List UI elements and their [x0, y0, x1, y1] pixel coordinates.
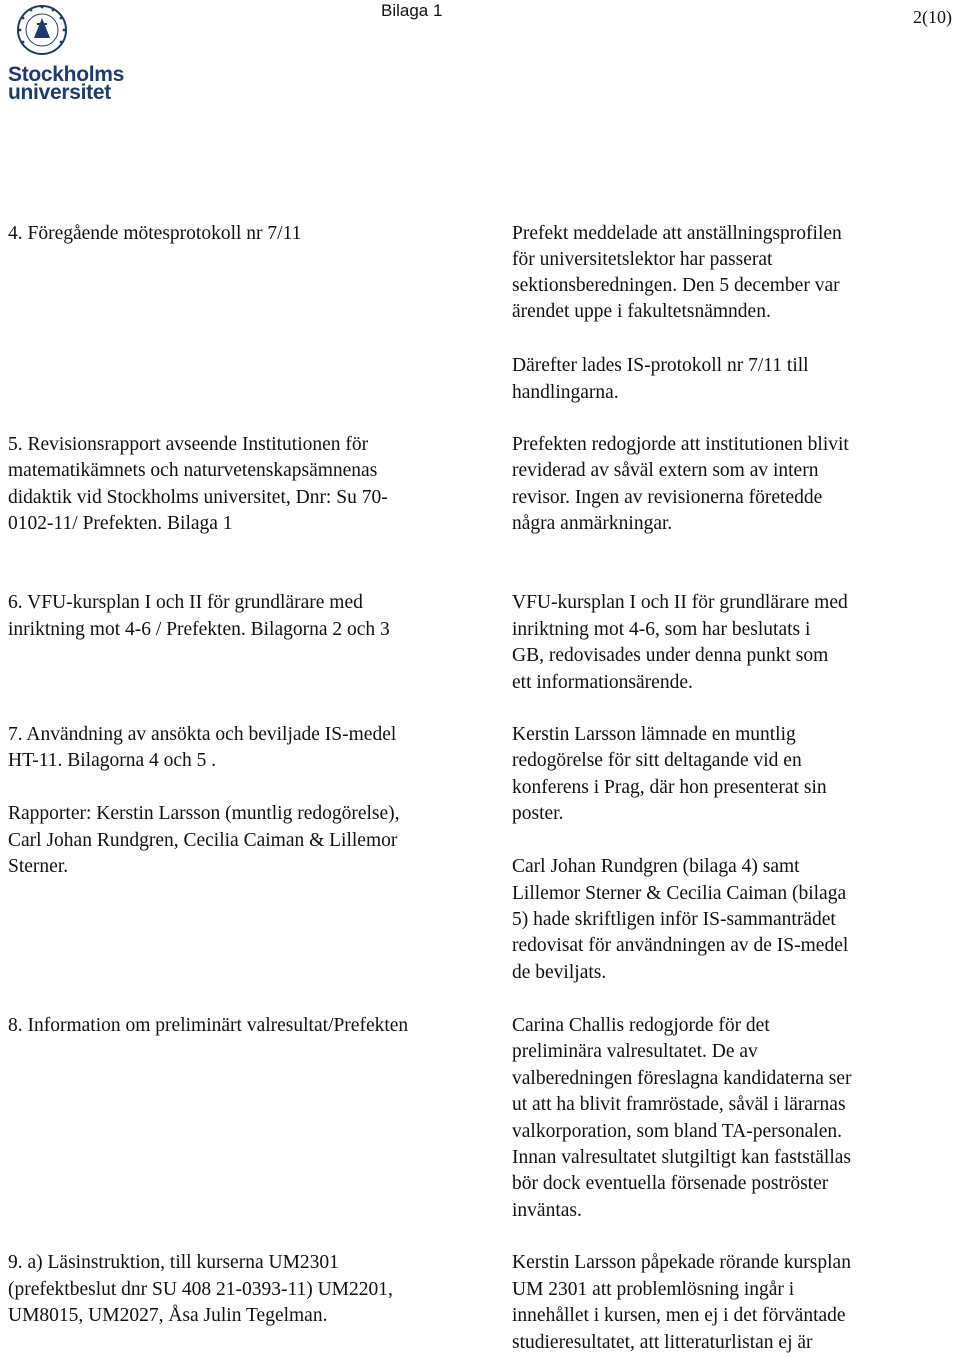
- item-6-title-line-1: 6. VFU-kursplan I och II för grundlärare med: [8, 592, 363, 613]
- item-7-body-p2-line-2: Lillemor Sterner & Cecilia Caiman (bilaga: [512, 883, 847, 904]
- item-5-title-line-3: didaktik vid Stockholms universitet, Dnr: Su 70-: [8, 487, 388, 508]
- item-7-body-p1-line-4: poster.: [512, 803, 564, 824]
- logo-wordmark-line2: universitet: [8, 81, 111, 104]
- item-5-title-line-1: 5. Revisionsrapport avseende Institutionen för: [8, 434, 369, 455]
- item-7-title-line-1: 7. Användning av ansökta och beviljade IS-medel: [8, 724, 397, 745]
- university-logo: [6, 4, 126, 104]
- item-8-body-line-4: ut att ha blivit framröstade, såväl i lärarnas: [512, 1094, 846, 1115]
- item-8-body-line-5: valkorporation, som bland TA-personalen.: [512, 1121, 843, 1142]
- item-5-body-line-3: revisor. Ingen av revisionerna företedde: [512, 487, 823, 508]
- item-8-title-line-1: 8. Information om preliminärt valresultat/Prefekten: [8, 1015, 409, 1036]
- item-7-title-line-2: HT-11. Bilagorna 4 och 5 .: [8, 750, 217, 771]
- item-9-body-line-1: Kerstin Larsson påpekade rörande kursplan: [512, 1252, 851, 1273]
- item-8-body-line-8: inväntas.: [512, 1200, 582, 1221]
- item-8-body-line-3: valberedningen föreslagna kandidaterna ser: [512, 1068, 852, 1089]
- item-8-body-line-7: bör dock eventuella försenade poströster: [512, 1173, 829, 1194]
- item-5-title-line-2: matematikämnets och naturvetenskapsämnenas: [8, 460, 378, 481]
- item-4-body-p2-line-1: Därefter lades IS-protokoll nr 7/11 till: [512, 355, 809, 376]
- item-4-body-p1-line-2: för universitetslektor har passerat: [512, 249, 773, 270]
- item-9-title-line-1: 9. a) Läsinstruktion, till kurserna UM2301: [8, 1252, 339, 1273]
- header-attachment: Bilaga 1: [381, 1, 443, 20]
- item-4-title-line-1: 4. Föregående mötesprotokoll nr 7/11: [8, 223, 302, 244]
- item-7-subtitle-line-1: Rapporter: Kerstin Larsson (muntlig redogörelse),: [8, 803, 400, 824]
- item-8-body-line-6: Innan valresultatet slutgiltigt kan fastställas: [512, 1147, 852, 1168]
- item-6-body-line-3: GB, redovisades under denna punkt som: [512, 645, 829, 666]
- item-7-body-p1-line-1: Kerstin Larsson lämnade en muntlig: [512, 724, 796, 745]
- item-9-body-line-4: studieresultatet, att litteraturlistan ej är: [512, 1332, 813, 1353]
- item-7-body-p2-line-3: 5) hade skriftligen inför IS-sammanträdet: [512, 909, 836, 930]
- university-seal-icon: [6, 4, 126, 66]
- item-6-body-line-4: ett informationsärende.: [512, 672, 693, 693]
- item-7-subtitle-line-3: Sterner.: [8, 856, 69, 877]
- page-number: 2(10): [913, 7, 952, 27]
- item-7-body-p2-line-1: Carl Johan Rundgren (bilaga 4) samt: [512, 856, 800, 877]
- item-4-body-p1-line-1: Prefekt meddelade att anställningsprofilen: [512, 223, 842, 244]
- item-8-body-line-2: preliminära valresultatet. De av: [512, 1041, 758, 1062]
- item-5-body-line-4: några anmärkningar.: [512, 513, 673, 534]
- item-6-body-line-2: inriktning mot 4-6, som har beslutats i: [512, 619, 811, 640]
- item-7-subtitle-line-2: Carl Johan Rundgren, Cecilia Caiman & Lillemor: [8, 830, 398, 851]
- item-6-body-line-1: VFU-kursplan I och II för grundlärare med: [512, 592, 848, 613]
- item-9-body-line-3: innehållet i kursen, men ej i det förväntade: [512, 1305, 846, 1326]
- item-9-title-line-3: UM8015, UM2027, Åsa Julin Tegelman.: [8, 1305, 328, 1326]
- item-5-body-line-1: Prefekten redogjorde att institutionen blivit: [512, 434, 849, 455]
- logo-wordmark-line1: Stockholms: [8, 63, 125, 86]
- item-5-body-line-2: reviderad av såväl extern som av intern: [512, 460, 819, 481]
- item-8-body-line-1: Carina Challis redogjorde för det: [512, 1015, 770, 1036]
- item-4-body-p1-line-4: ärendet uppe i fakultetsnämnden.: [512, 301, 771, 322]
- item-7-body-p2-line-5: de beviljats.: [512, 962, 607, 983]
- item-7-body-p1-line-2: redogörelse för sitt deltagande vid en: [512, 750, 802, 771]
- item-4-body-p2-line-2: handlingarna.: [512, 382, 619, 403]
- item-7-body-p2-line-4: redovisat för användningen av de IS-medel: [512, 935, 849, 956]
- item-9-title-line-2: (prefektbeslut dnr SU 408 21-0393-11) UM2201,: [8, 1279, 393, 1300]
- item-5-title-line-4: 0102-11/ Prefekten. Bilaga 1: [8, 513, 233, 534]
- item-6-title-line-2: inriktning mot 4-6 / Prefekten. Bilagorna 2 och 3: [8, 619, 390, 640]
- item-9-body-line-2: UM 2301 att problemlösning ingår i: [512, 1279, 795, 1300]
- item-4-body-p1-line-3: sektionsberedningen. Den 5 december var: [512, 275, 840, 296]
- item-7-body-p1-line-3: konferens i Prag, där hon presenterat sin: [512, 777, 827, 798]
